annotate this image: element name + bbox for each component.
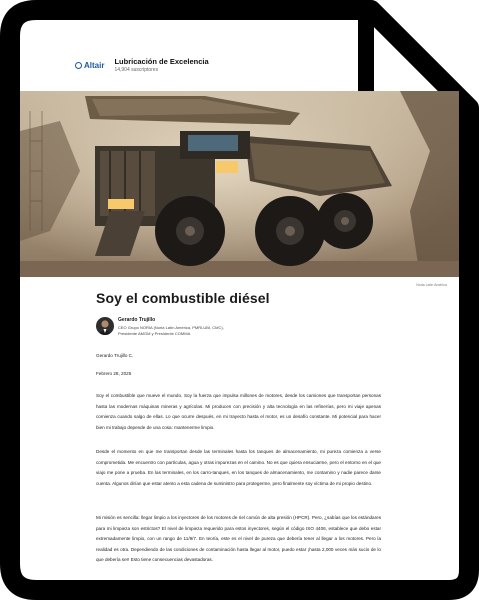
author-avatar [96, 317, 114, 335]
article-title: Soy el combustible diésel [96, 290, 270, 306]
article-paragraph: Desde el momento en que me transportan desde las terminales hasta los tanques de almacenamiento, mi pureza comienza a verse comprometida. Me encuentro con partículas, agua y otras impurezas en el camino. No es que quiera ensuciarme, pero el entorno en el que viajo me pone a prueba. En las terminales, en los carro-tanques, en los tanques de almacenamiento, me contamino y nadie parece darse cuenta. Algunos dirían que estar atento a esta cadena de suministro para protegerme, pero finalmente soy víctima de mi propio destino. [96, 449, 381, 486]
byline: Gerardo Trujillo C. [96, 353, 134, 358]
image-caption: Noria Latín América [416, 283, 447, 287]
author-name: Gerardo Trujillo [118, 317, 156, 323]
subscriber-count: 14,904 suscriptores [114, 67, 159, 73]
mining-truck-illustration [20, 91, 459, 277]
author-role-line: CEO Grupo NORIA (Noria Latín América, PMRLUBI, CMC), [118, 325, 224, 330]
author-role-line: Presidente AMGM y Presidente COMMA [118, 331, 191, 336]
publish-date: Febrero 28, 2025 [96, 371, 132, 376]
logo-mark-icon [75, 62, 82, 69]
article-paragraph: Soy el combustible que mueve el mundo. Soy la fuerza que impulsa millones de motores, desde los camiones que transportan personas hasta las modernas máquinas mineras y agrícolas. Mi producen con precisión y alta tecnología en las refinerías, pero mi viaje apenas comienza cuando salgo de ellas. Lo que ocurre después, en mi trayecto hasta el motor, es un desafío constante. Mi potencial para hacer bien mi trabajo depende de una cosa: mantenerme limpio. [96, 393, 381, 430]
author-role [118, 325, 368, 337]
newsletter-title: Lubricación de Excelencia [114, 57, 209, 66]
newsletter-masthead [75, 57, 209, 74]
logo-text: Altair [84, 61, 105, 70]
hero-image [20, 91, 459, 277]
article-paragraph: Mi misión es sencilla: llegar limpio a los inyectores de los motores de riel común de alta presión (HPCR). Pero, ¿sabías que los estándares para mi limpieza son estrictos? El nivel de limpieza requerido para estos inyectores, según el código ISO 4406, establece que debo estar extremadamente limpio, con un rango de 11/9/7. En teoría, este es el nivel de pureza que debería tener al llegar a los motores. Pero la realidad es otra. Dependiendo de las condiciones de contaminación hasta llegar al motor, puedo estar ¡hasta 2,000 veces más sucio de lo que debería ser! Esto tiene consecuencias devastadoras. [96, 515, 381, 562]
avatar-portrait-icon [96, 317, 114, 335]
company-logo [75, 61, 104, 70]
